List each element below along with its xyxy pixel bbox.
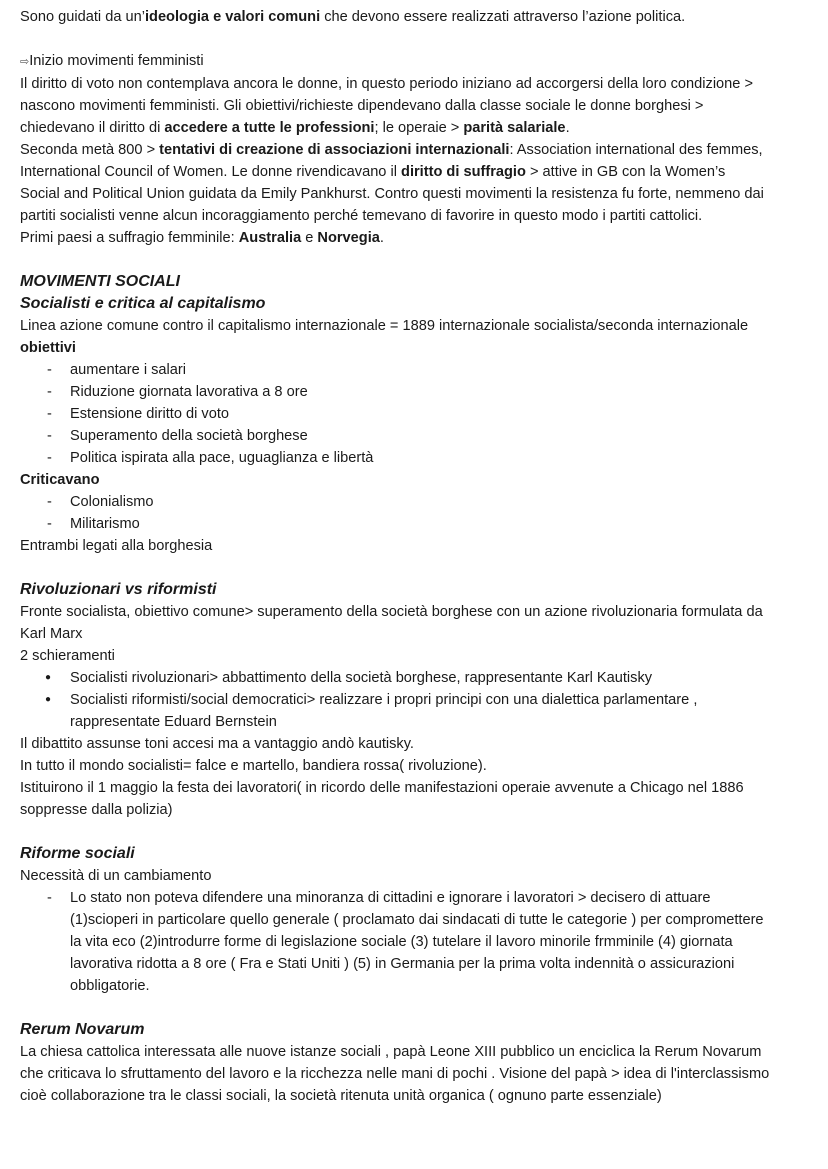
paragraph-line: Istituirono il 1 maggio la festa dei lavoratori( in ricordo delle manifestazioni operaie avvenute a Chicago nel 1886: [20, 780, 744, 796]
feminism-line: Primi paesi a suffragio femminile: Australia e Norvegia.: [20, 230, 384, 246]
list-label: obiettivi: [20, 340, 76, 356]
intro-text-end: che devono essere realizzati attraverso l’azione politica.: [320, 9, 686, 25]
paragraph-line: Entrambi legati alla borghesia: [20, 538, 213, 554]
paragraph-line: Karl Marx: [20, 626, 83, 642]
subsection-heading: Rivoluzionari vs riformisti: [20, 581, 217, 598]
list-item: - Lo stato non poteva difendere una minoranza di cittadini e ignorare i lavoratori > decisero di attuare (1)scioperi in particolare quello generale ( proclamato dai sindacati di tutte le categorie ) per compromettere la vita eco (2)introdurre forme di legislazione sociale (3) tutelare il lavoro minorile frmminile (4) giornata lavorativa ridotta a 8 ore ( Fra e Stati Uniti ) (5) in Germania per la prima volta indennità o assicurazioni obbligatorie.: [20, 887, 808, 997]
paragraph-line: cioè collaborazione tra le classi sociali, la società ritenuta unità organica ( ognuno parte essenziale): [20, 1088, 662, 1104]
list-item: - Militarismo: [20, 513, 808, 535]
factions-list: [20, 667, 808, 733]
arrow-icon: ⇨: [20, 56, 30, 68]
subsection-heading: Socialisti e critica al capitalismo: [20, 295, 266, 312]
feminism-line: partiti socialisti venne alcun incoraggiamento perché temevano di favorire in questo modo i partiti cattolici.: [20, 208, 703, 224]
list-label: Criticavano: [20, 472, 100, 488]
paragraph-line: soppresse dalla polizia): [20, 802, 173, 818]
list-item: - Colonialismo: [20, 491, 808, 513]
list-item: - Politica ispirata alla pace, uguaglianza e libertà: [20, 447, 808, 469]
feminism-line: nascono movimenti femministi. Gli obiettivi/richieste dipendevano dalla classe sociale le donne borghesi >: [20, 98, 704, 114]
subsection-heading: Rerum Novarum: [20, 1021, 145, 1038]
reforms-list: [20, 887, 808, 997]
feminism-line: International Council of Women. Le donne rivendicavano il diritto di suffragio > attive in GB con la Women’s: [20, 164, 726, 180]
intro-paragraph: [20, 6, 808, 28]
intro-text: Sono guidati da un’: [20, 9, 145, 25]
criticisms-list: [20, 491, 808, 535]
feminism-line: Social and Political Union guidata da Emily Pankhurst. Contro questi movimenti la resistenza fu forte, nemmeno dai: [20, 186, 764, 202]
list-item: ● Socialisti riformisti/social democratici> realizzare i propri principi con una dialettica parlamentare , rappresentate Eduard Bernstein: [20, 689, 808, 733]
paragraph-line: Il dibattito assunse toni accesi ma a vantaggio andò kautisky.: [20, 736, 414, 752]
list-item: ● Socialisti rivoluzionari> abbattimento della società borghese, rappresentante Karl Kautisky: [20, 667, 808, 689]
paragraph-line: che criticava lo sfruttamento del lavoro e la ricchezza nelle mani di pochi . Visione del papà > idea di l'interclassismo: [20, 1066, 770, 1082]
objectives-list: [20, 359, 808, 469]
paragraph-line: Necessità di un cambiamento: [20, 868, 212, 884]
list-item: - Estensione diritto di voto: [20, 403, 808, 425]
section-heading: MOVIMENTI SOCIALI: [20, 273, 180, 290]
feminism-line: Seconda metà 800 > tentativi di creazione di associazioni internazionali: Association international des femmes,: [20, 142, 763, 158]
list-item: - Riduzione giornata lavorativa a 8 ore: [20, 381, 808, 403]
paragraph-line: In tutto il mondo socialisti= falce e martello, bandiera rossa( rivoluzione).: [20, 758, 487, 774]
paragraph-line: La chiesa cattolica interessata alle nuove istanze sociali , papà Leone XIII pubblico un enciclica la Rerum Novarum: [20, 1044, 762, 1060]
list-item: - aumentare i salari: [20, 359, 808, 381]
paragraph-line: 2 schieramenti: [20, 648, 115, 664]
list-item: - Superamento della società borghese: [20, 425, 808, 447]
subsection-heading: Riforme sociali: [20, 845, 135, 862]
feminism-title: ⇨Inizio movimenti femministi: [20, 53, 204, 69]
intro-bold: ideologia e valori comuni: [144, 9, 321, 25]
feminism-line: chiedevano il diritto di accedere a tutte le professioni; le operaie > parità salariale.: [20, 120, 570, 136]
feminism-line: Il diritto di voto non contemplava ancora le donne, in questo periodo iniziano ad accorgersi della loro condizione >: [20, 76, 753, 92]
paragraph-line: Linea azione comune contro il capitalismo internazionale = 1889 internazionale socialista/seconda internazionale: [20, 318, 749, 334]
paragraph-line: Fronte socialista, obiettivo comune> superamento della società borghese con un azione rivoluzionaria formulata da: [20, 604, 763, 620]
